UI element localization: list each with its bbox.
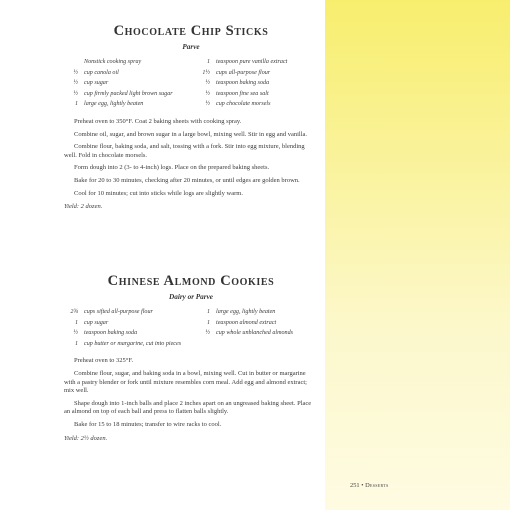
instruction-step: Preheat oven to 325°F.: [74, 357, 134, 365]
ingredient-item: ½ cup sugar: [73, 80, 109, 87]
ingredient-item: 1 teaspoon pure vanilla extract: [206, 59, 288, 65]
ingredients-column-left: [64, 59, 186, 112]
ingredient-item: 1 teaspoon almond extract: [206, 319, 277, 326]
instruction-step: Cool for 10 minutes; cut into sticks while logs are slightly warm.: [74, 189, 243, 197]
ingredient-item: ½ cup whole unblanched almonds: [205, 330, 294, 337]
ingredient-item: 1 cup butter or margarine, cut into pieces: [74, 340, 182, 347]
instruction-step: Bake for 15 to 18 minutes; transfer to wire racks to cool.: [74, 420, 222, 428]
instruction-step: Combine flour, sugar, and baking soda in a bowl, mixing well. Cut in butter or margarine with a pastry blender or fork until mixture resembles corn meal. Add egg and almond extract; mix well.: [64, 369, 307, 395]
instruction-step: Combine flour, baking soda, and salt, tossing with a fork. Stir into egg mixture, blending well. Fold in chocolate morsels.: [64, 143, 305, 159]
ingredient-item: 1 large egg, lightly beaten: [206, 309, 276, 315]
recipe-chocolate-chip-sticks: [64, 22, 318, 210]
recipe-yield: Yield: 2 dozen.: [64, 203, 103, 211]
ingredients-list: [64, 59, 318, 112]
ingredients-column-right: [196, 309, 318, 351]
recipe-subtitle: Dairy or Parve: [169, 293, 213, 301]
ingredient-item: 1½ cups all-purpose flour: [202, 69, 271, 76]
ingredient-item: ½ cup firmly packed light brown sugar: [73, 90, 173, 97]
section-name: Desserts: [365, 482, 389, 489]
page-footer: [350, 482, 389, 489]
yellow-side-band: [325, 0, 510, 510]
ingredient-item: ½ teaspoon baking soda: [205, 80, 270, 87]
recipe-title: Chinese Almond Cookies: [107, 273, 275, 289]
ingredients-list: [64, 309, 318, 351]
ingredient-item: Nonstick cooking spray: [84, 59, 142, 65]
ingredient-item: ½ teaspoon baking soda: [73, 330, 138, 337]
recipe-title: Chocolate Chip Sticks: [113, 23, 269, 39]
page-number: 251: [350, 482, 360, 489]
recipe-chinese-almond-cookies: [64, 272, 318, 442]
ingredients-column-left: [64, 309, 186, 351]
ingredients-column-right: [196, 59, 318, 112]
instruction-step: Form dough into 2 (3- to 4-inch) logs. Place on the prepared baking sheets.: [74, 164, 270, 172]
instruction-step: Combine oil, sugar, and brown sugar in a large bowl, mixing well. Stir in egg and vanilla.: [74, 130, 308, 138]
ingredient-item: ½ cup chocolate morsels: [205, 101, 271, 108]
recipe-yield: Yield: 2½ dozen.: [64, 434, 108, 442]
instruction-step: Bake for 20 to 30 minutes, checking after 20 minutes, or until edges are golden brown.: [74, 176, 300, 184]
instruction-step: Preheat oven to 350°F. Coat 2 baking sheets with cooking spray.: [74, 117, 242, 125]
ingredient-item: 1 large egg, lightly beaten: [74, 101, 144, 108]
recipe-subtitle: Parve: [182, 43, 200, 51]
ingredient-item: ½ cup canola oil: [73, 69, 119, 76]
instruction-step: Shape dough into 1-inch balls and place 2 inches apart on an ungreased baking sheet. Place an almond on top of each ball and press to flatten balls slightly.: [64, 399, 312, 416]
footer-bullet: •: [361, 482, 364, 489]
ingredient-item: 2¾ cups sifted all-purpose flour: [70, 309, 153, 315]
ingredient-item: ½ teaspoon fine sea salt: [205, 90, 269, 97]
ingredient-item: 1 cup sugar: [74, 319, 109, 326]
